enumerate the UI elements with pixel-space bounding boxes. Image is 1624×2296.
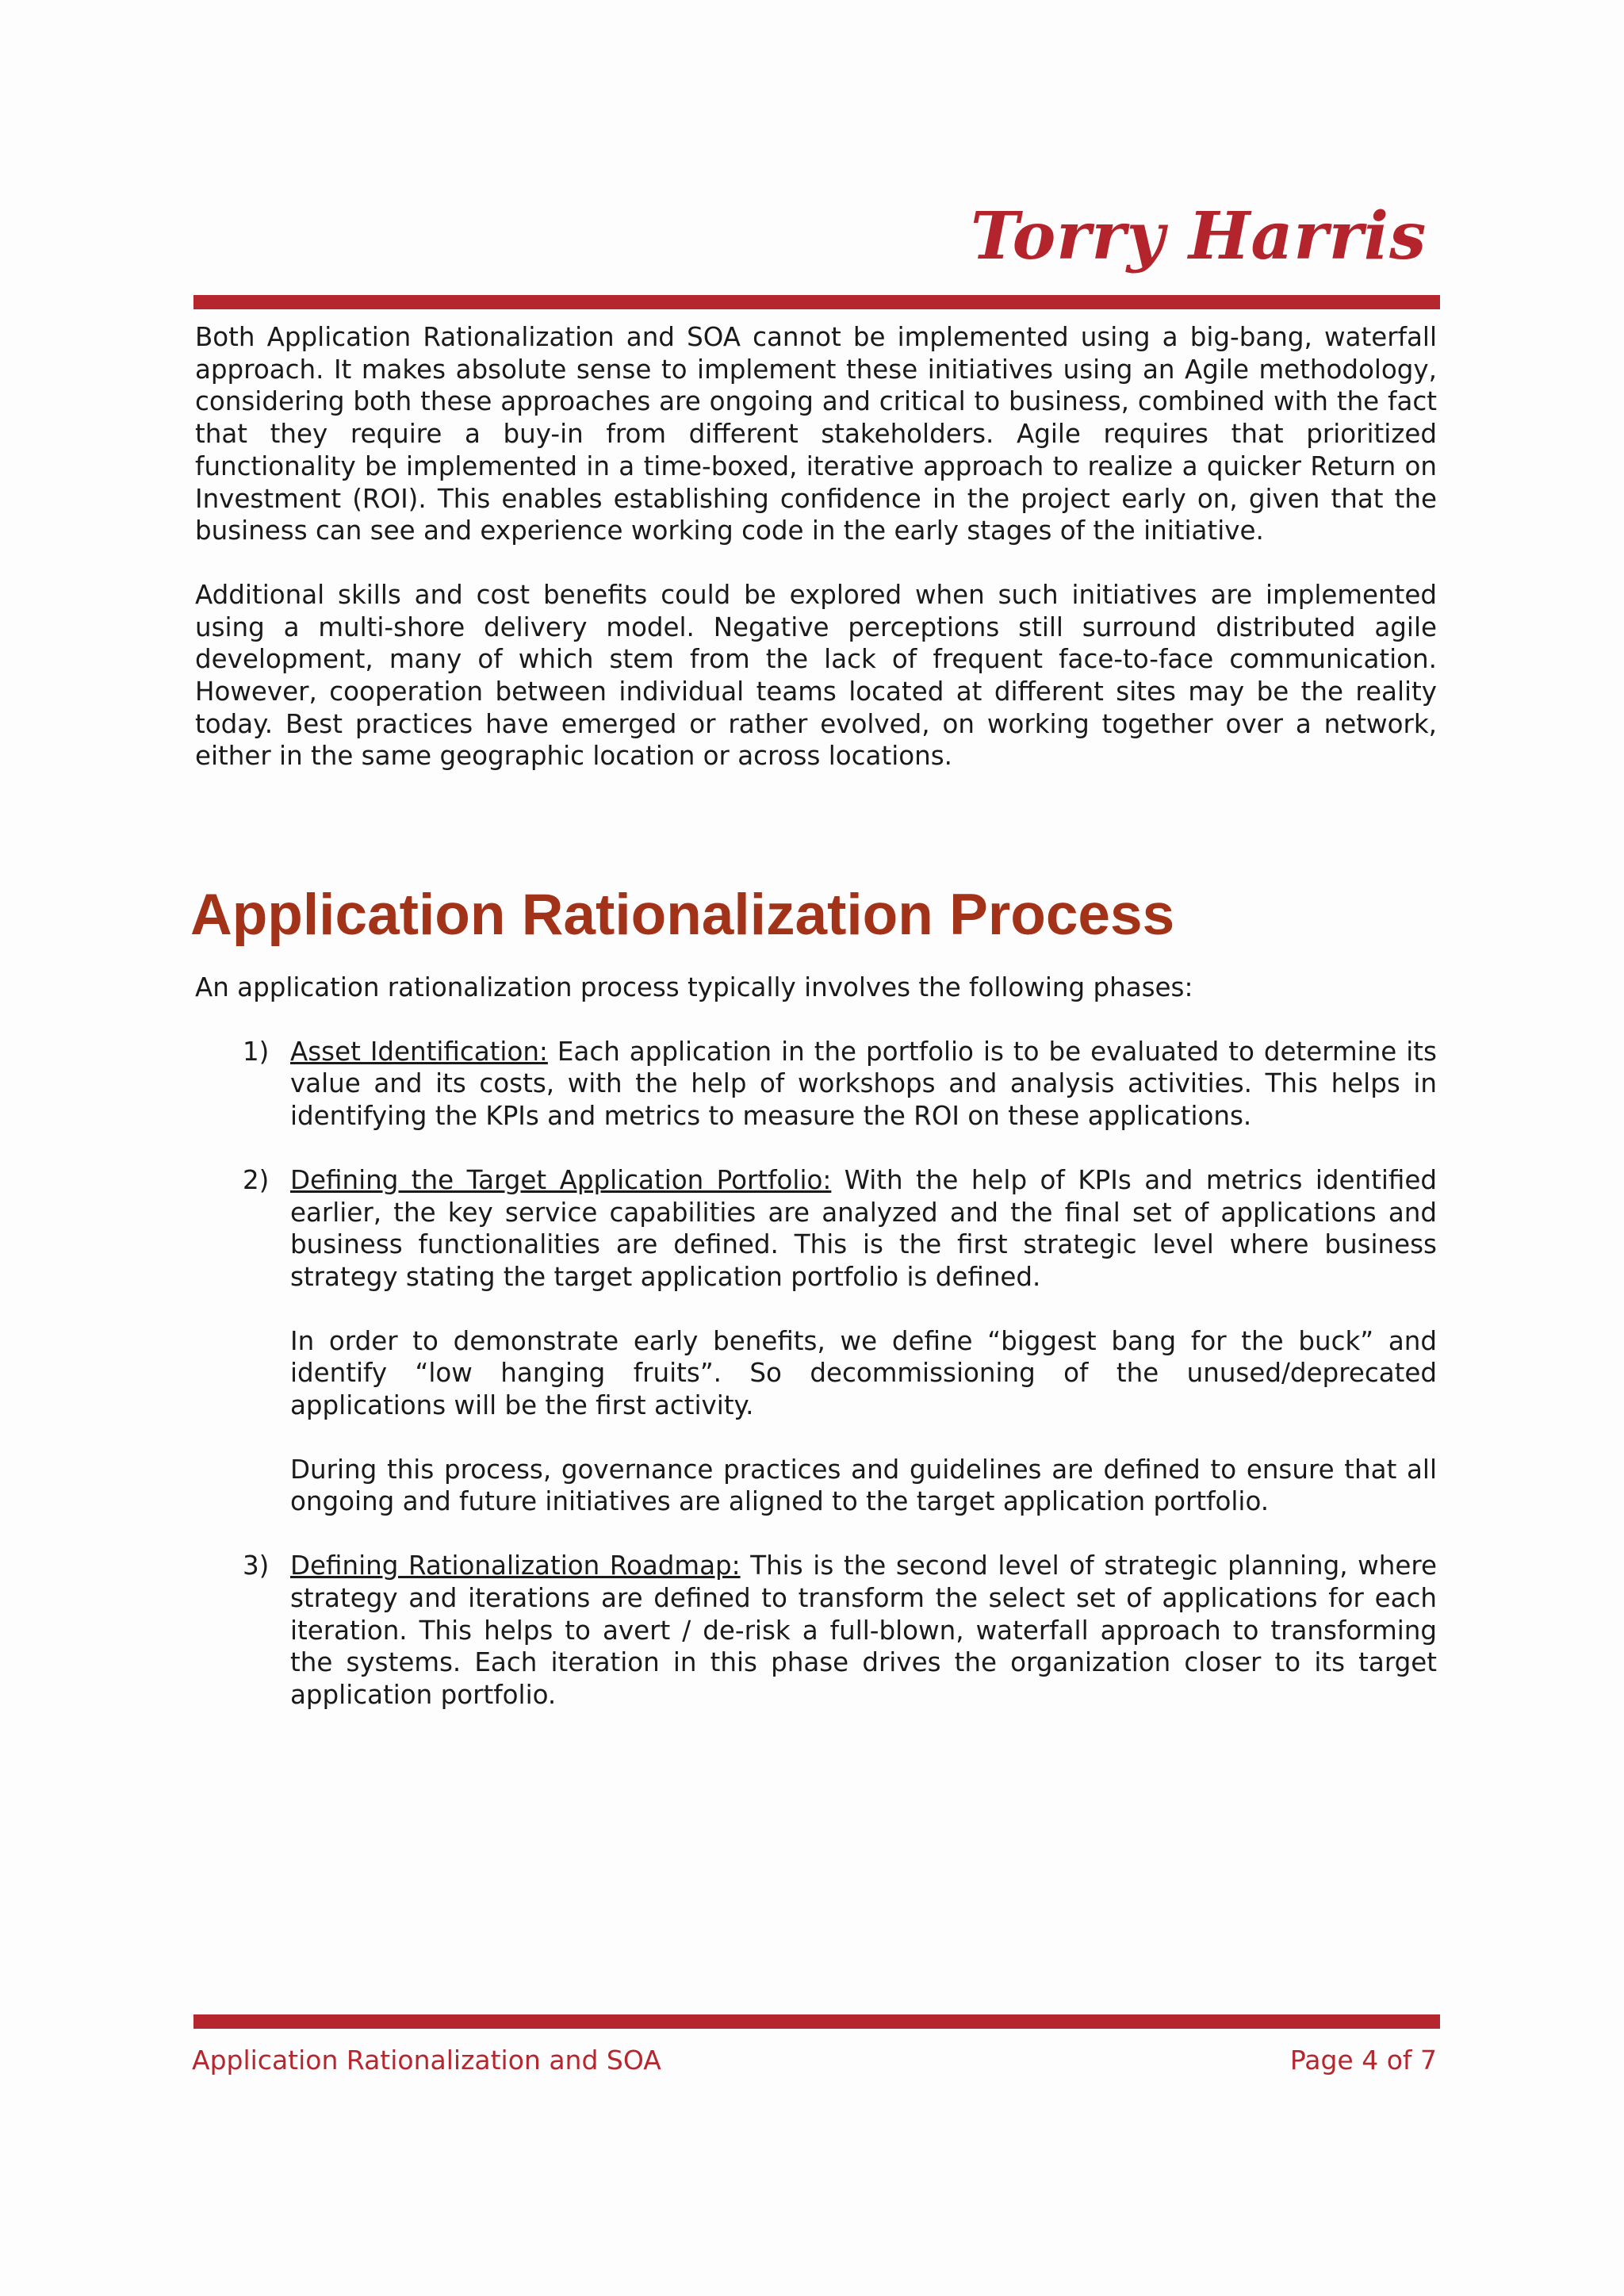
list-item-subparagraph: During this process, governance practices and guidelines are defined to ensure that all ongoing and future initiatives are aligned to the target application portfolio. bbox=[290, 1454, 1437, 1517]
phase-description: This is the second level of strategic planning, where strategy and iterations are defined to transform the select set of applications for each iteration. This helps to avert / de-risk a full-blown, waterfall approach to transforming the systems. Each iteration in this phase drives the organization closer to its target application portfolio. bbox=[290, 1550, 1437, 1710]
phase-description: With the help of KPIs and metrics identified earlier, the key service capabilities are analyzed and the final set of applications and business functionalities are defined. This is the first strategic level where business strategy stating the target application portfolio is defined. bbox=[290, 1164, 1438, 1292]
phase-description: Each application in the portfolio is to be evaluated to determine its value and its costs, with the help of workshops and analysis activities. This helps in identifying the KPIs and metrics to measure the ROI on these applications. bbox=[290, 1036, 1437, 1132]
list-item-text bbox=[290, 1036, 1437, 1133]
header-rule bbox=[193, 295, 1440, 309]
list-item-subparagraph: In order to demonstrate early benefits, we define “biggest bang for the buck” and identify “low hanging fruits”. So decommissioning of the unused/deprecated applications will be the first activity. bbox=[290, 1325, 1437, 1421]
intro-text bbox=[195, 321, 1437, 772]
footer-rule bbox=[193, 2014, 1440, 2029]
page-number: Page 4 of 7 bbox=[1289, 2045, 1437, 2076]
section-heading: Application Rationalization Process bbox=[190, 883, 1175, 947]
list-number: 3) bbox=[243, 1550, 270, 1581]
paragraph: Additional skills and cost benefits could be explored when such initiatives are implemented using a multi-shore delivery model. Negative perceptions still surround distributed agile development, many of which stem from the lack of frequent face-to-face communication. However, cooperation between individual teams located at different sites may be the reality today. Best practices have emerged or rather evolved, on working together over a network, either in the same geographic location or across locations. bbox=[195, 579, 1437, 772]
logo-wordmark: Torry Harris bbox=[971, 198, 1427, 274]
list-item-text bbox=[290, 1550, 1437, 1711]
phase-term: Defining the Target Application Portfolio: bbox=[290, 1164, 832, 1195]
list-number: 2) bbox=[243, 1164, 270, 1195]
list-number: 1) bbox=[243, 1036, 270, 1067]
paragraph: Both Application Rationalization and SOA cannot be implemented using a big-bang, waterfall approach. It makes absolute sense to implement these initiatives using an Agile methodology, considering both these approaches are ongoing and critical to business, combined with the fact that they require a buy-in from different stakeholders. Agile requires that prioritized functionality be implemented in a time-boxed, iterative approach to realize a quicker Return on Investment (ROI). This enables establishing confidence in the project early on, given that the business can see and experience working code in the early stages of the initiative. bbox=[195, 322, 1437, 546]
list-item bbox=[195, 1036, 1437, 1133]
list-item bbox=[195, 1550, 1437, 1711]
phase-term: Defining Rationalization Roadmap: bbox=[290, 1550, 741, 1581]
list-item bbox=[195, 1164, 1437, 1518]
footer-title: Application Rationalization and SOA bbox=[192, 2045, 661, 2076]
section-intro: An application rationalization process typically involves the following phases: bbox=[195, 972, 1193, 1002]
list-item-text bbox=[290, 1164, 1437, 1294]
process-section bbox=[195, 972, 1437, 1743]
phase-term: Asset Identification: bbox=[290, 1036, 548, 1067]
company-logo bbox=[961, 189, 1427, 284]
